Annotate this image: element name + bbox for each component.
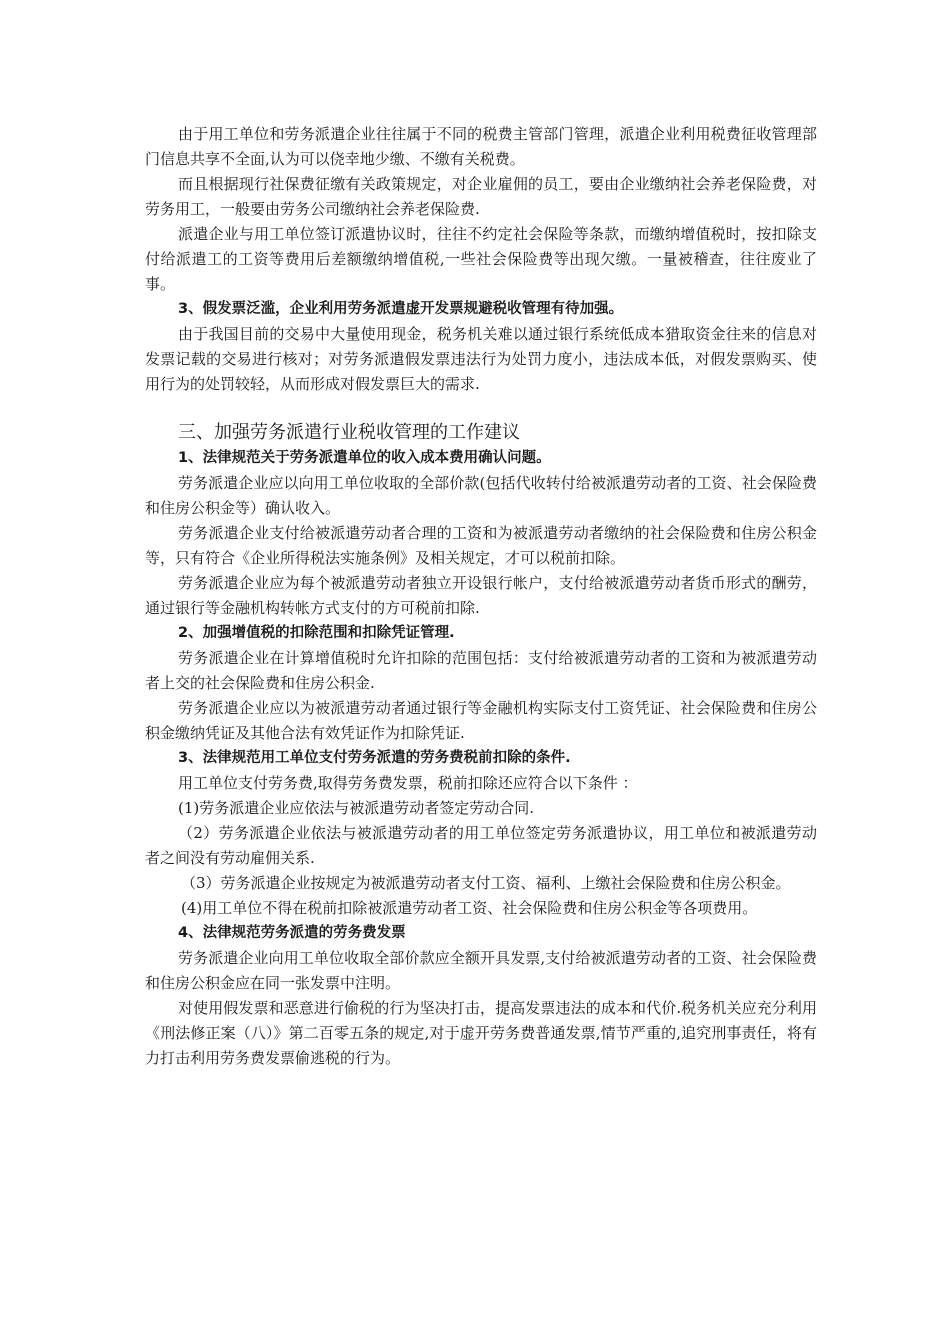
- section-title: 三、加强劳务派遣行业税收管理的工作建议: [178, 422, 520, 443]
- list-item: (1)劳务派遣企业应依法与被派遣劳动者签定劳动合同.: [178, 799, 535, 817]
- list-item: （3）劳务派遣企业按规定为被派遣劳动者支付工资、福利、上缴社会保险费和住房公积金。: [181, 874, 791, 892]
- subheading: 3、法律规范用工单位支付劳务派遣的劳务费税前扣除的条件.: [178, 750, 571, 766]
- list-item: (4)用工单位不得在税前扣除被派遣劳动者工资、社会保险费和住房公积金等各项费用。: [181, 899, 758, 917]
- subheading: 1、法律规范关于劳务派遣单位的收入成本费用确认问题。: [178, 450, 551, 466]
- subheading: 4、法律规范劳务派遣的劳务费发票: [178, 925, 406, 941]
- list-item: （2）劳务派遣企业依法与被派遣劳动者的用工单位签定劳务派遣协议，用工单位和被派遣劳动者之间没有劳动雇佣关系.: [145, 824, 817, 867]
- paragraph: 由于我国目前的交易中大量使用现金，税务机关难以通过银行系统低成本猎取资金往来的信息对发票记载的交易进行核对；对劳务派遣假发票违法行为处罚力度小，违法成本低，对假发票购买、使用行为的处罚较轻，从而形成对假发票巨大的需求.: [145, 325, 817, 393]
- document-body: [145, 122, 817, 1071]
- paragraph: 劳务派遣企业向用工单位收取全部价款应全额开具发票,支付给被派遣劳动者的工资、社会保险费和住房公积金应在同一张发票中注明。: [145, 949, 817, 992]
- paragraph: 派遣企业与用工单位签订派遣协议时，往往不约定社会保险等条款，而缴纳增值税时，按扣除支付给派遣工的工资等费用后差额缴纳增值税,一些社会保险费等出现欠缴。一量被稽查，往往废业了事。: [145, 225, 817, 293]
- subheading: 2、加强增值税的扣除范围和扣除凭证管理.: [178, 625, 455, 641]
- paragraph: 而且根据现行社保费征缴有关政策规定，对企业雇佣的员工，要由企业缴纳社会养老保险费，对劳务用工，一般要由劳务公司缴纳社会养老保险费.: [145, 175, 817, 218]
- paragraph: 劳务派遣企业应以向用工单位收取的全部价款(包括代收转付给被派遣劳动者的工资、社会保险费和住房公积金等）确认收入。: [145, 474, 817, 517]
- paragraph: 由于用工单位和劳务派遣企业往往属于不同的税费主管部门管理，派遣企业利用税费征收管理部门信息共享不全面,认为可以侥幸地少缴、不缴有关税费。: [145, 125, 817, 168]
- paragraph: 对使用假发票和恶意进行偷税的行为坚决打击，提高发票违法的成本和代价.税务机关应充分利用《刑法修正案（八）》第二百零五条的规定,对于虚开劳务费普通发票,情节严重的,追究刑事责任，将有力打击利用劳务费发票偷逃税的行为。: [145, 999, 817, 1067]
- paragraph: 劳务派遣企业在计算增值税时允许扣除的范围包括：支付给被派遣劳动者的工资和为被派遣劳动者上交的社会保险费和住房公积金.: [145, 649, 817, 692]
- subheading: 3、假发票泛滥，企业利用劳务派遣虚开发票规避税收管理有待加强。: [178, 301, 624, 317]
- paragraph: 劳务派遣企业应为每个被派遣劳动者独立开设银行帐户，支付给被派遣劳动者货币形式的酬劳，通过银行等金融机构转帐方式支付的方可税前扣除.: [145, 574, 817, 617]
- paragraph: 劳务派遣企业应以为被派遣劳动者通过银行等金融机构实际支付工资凭证、社会保险费和住房公积金缴纳凭证及其他合法有效凭证作为扣除凭证.: [145, 699, 817, 742]
- paragraph: 劳务派遣企业支付给被派遣劳动者合理的工资和为被派遣劳动者缴纳的社会保险费和住房公积金等，只有符合《企业所得税法实施条例》及相关规定，才可以税前扣除。: [145, 524, 817, 567]
- paragraph: 用工单位支付劳务费,取得劳务费发票，税前扣除还应符合以下条件 ：: [178, 774, 638, 792]
